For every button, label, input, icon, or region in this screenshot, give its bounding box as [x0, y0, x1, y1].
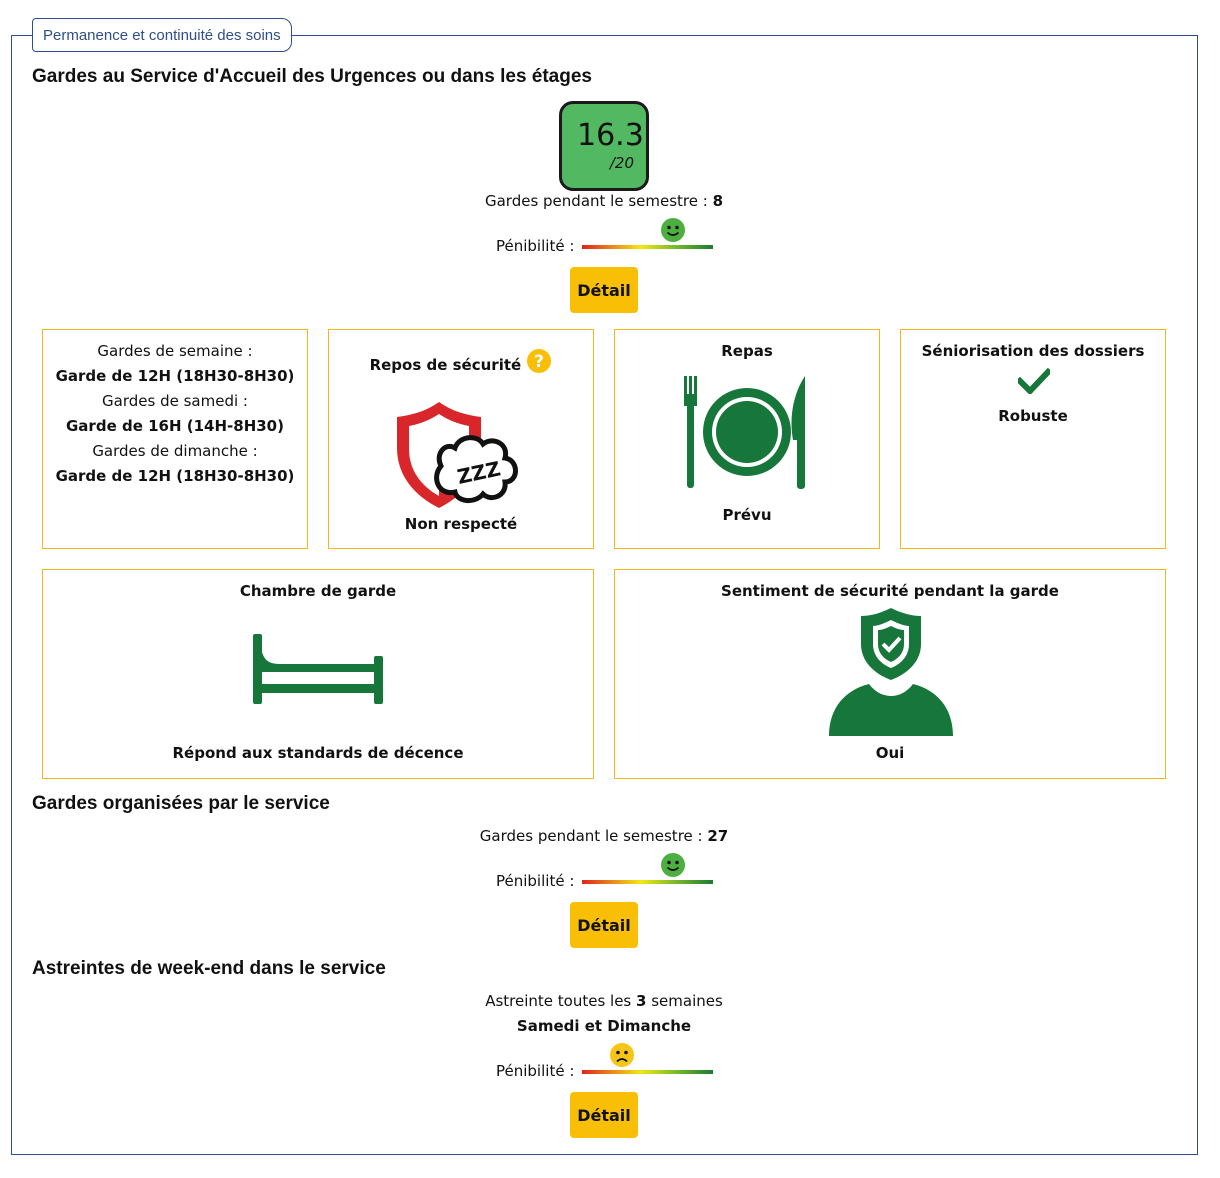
person-shield-icon: [829, 604, 953, 736]
dimanche-label: Gardes de dimanche :: [92, 442, 258, 460]
seniorisation-card: [900, 329, 1166, 549]
service-heading: Gardes organisées par le service: [32, 793, 330, 814]
svg-text:ZZZ: ZZZ: [455, 456, 503, 489]
help-icon[interactable]: [526, 348, 552, 374]
service-detail-button[interactable]: Détail: [570, 902, 638, 948]
samedi-value: Garde de 16H (14H-8H30): [66, 417, 284, 435]
securite-status: Oui: [875, 744, 905, 762]
repas-title: Repas: [721, 342, 773, 360]
happy-face-icon: [660, 852, 686, 878]
urgences-detail-button[interactable]: Détail: [570, 267, 638, 313]
astreintes-frequency: Astreinte toutes les 3 semaines: [485, 992, 723, 1010]
score-value: 16.3: [577, 118, 644, 153]
chambre-card: [42, 569, 594, 779]
repas-status: Prévu: [722, 506, 772, 524]
happy-face-icon: [660, 217, 686, 243]
chambre-title: Chambre de garde: [239, 582, 397, 600]
urgences-heading: Gardes au Service d'Accueil des Urgences ou dans les étages: [32, 66, 592, 87]
penibilite-label: Pénibilité :: [496, 872, 575, 890]
semaine-value: Garde de 12H (18H30-8H30): [55, 367, 295, 385]
penibilite-label: Pénibilité :: [496, 237, 575, 255]
penibilite-gradient-bar: [582, 880, 713, 884]
dimanche-value: Garde de 12H (18H30-8H30): [55, 467, 295, 485]
penibilite-gradient-bar: [582, 245, 713, 249]
score-badge: [559, 101, 649, 191]
urgences-penibilite: [496, 217, 716, 257]
service-penibilite: [496, 852, 716, 892]
bed-icon: [253, 634, 383, 704]
shield-sleep-icon: [395, 400, 527, 510]
penibilite-gradient-bar: [582, 1070, 713, 1074]
astreintes-heading: Astreintes de week-end dans le service: [32, 958, 386, 979]
semaine-label: Gardes de semaine :: [97, 342, 253, 360]
samedi-label: Gardes de samedi :: [102, 392, 248, 410]
seniorisation-status: Robuste: [998, 407, 1068, 425]
checkmark-icon: [1018, 368, 1050, 394]
penibilite-label: Pénibilité :: [496, 1062, 575, 1080]
repos-title: Repos de sécurité: [369, 356, 522, 374]
astreintes-days: Samedi et Dimanche: [516, 1017, 692, 1035]
repos-status: Non respecté: [404, 515, 518, 533]
score-denominator: /20: [609, 154, 634, 172]
schedule-card: [42, 329, 308, 549]
sad-face-icon: [609, 1042, 635, 1068]
plate-cutlery-icon: [681, 374, 815, 490]
section-legend: Permanence et continuité des soins: [32, 18, 292, 52]
urgences-gardes-count: Gardes pendant le semestre : 8: [484, 192, 723, 210]
securite-card: [614, 569, 1166, 779]
astreintes-penibilite: [496, 1042, 716, 1082]
seniorisation-title: Séniorisation des dossiers: [921, 342, 1145, 360]
svg-text:?: ?: [534, 352, 545, 372]
securite-title: Sentiment de sécurité pendant la garde: [721, 582, 1059, 600]
repas-card: [614, 329, 880, 549]
chambre-status: Répond aux standards de décence: [172, 744, 464, 762]
astreintes-detail-button[interactable]: Détail: [570, 1092, 638, 1138]
repos-card: [328, 329, 594, 549]
service-gardes-count: Gardes pendant le semestre : 27: [479, 827, 729, 845]
